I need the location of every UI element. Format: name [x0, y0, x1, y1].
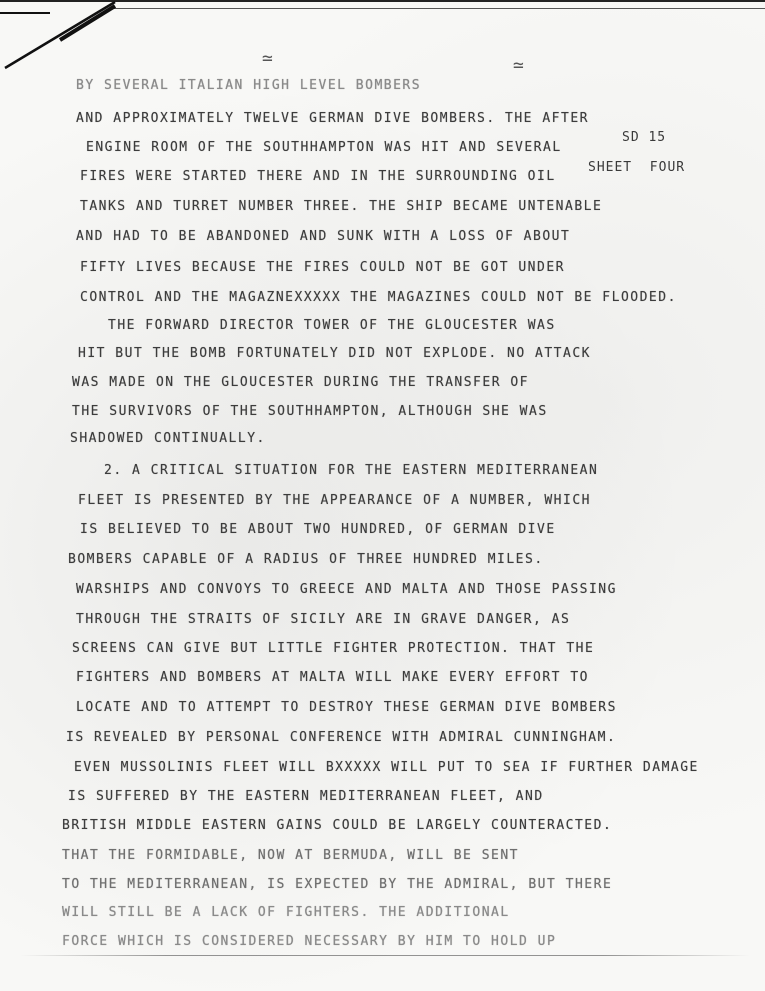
- sheet-header: [588, 123, 685, 183]
- text-line: CONTROL AND THE MAGAZNEXXXXX THE MAGAZINES COULD NOT BE FLOODED.: [80, 290, 677, 305]
- text-line: THROUGH THE STRAITS OF SICILY ARE IN GRAVE DANGER, AS: [76, 612, 571, 627]
- text-line: FORCE WHICH IS CONSIDERED NECESSARY BY HIM TO HOLD UP: [62, 934, 557, 949]
- text-line: TO THE MEDITERRANEAN, IS EXPECTED BY THE ADMIRAL, BUT THERE: [62, 877, 613, 892]
- text-line: IS SUFFERED BY THE EASTERN MEDITERRANEAN FLEET, AND: [68, 789, 544, 804]
- text-line: FIGHTERS AND BOMBERS AT MALTA WILL MAKE EVERY EFFORT TO: [76, 670, 589, 685]
- text-line: WAS MADE ON THE GLOUCESTER DURING THE TRANSFER OF: [72, 375, 530, 390]
- text-line: IS BELIEVED TO BE ABOUT TWO HUNDRED, OF GERMAN DIVE: [80, 522, 556, 537]
- text-line: TANKS AND TURRET NUMBER THREE. THE SHIP BECAME UNTENABLE: [80, 199, 603, 214]
- text-line: AND HAD TO BE ABANDONED AND SUNK WITH A LOSS OF ABOUT: [76, 229, 571, 244]
- text-line: FLEET IS PRESENTED BY THE APPEARANCE OF A NUMBER, WHICH: [78, 493, 591, 508]
- bottom-edge-line: [20, 955, 750, 956]
- staple-mark-right: ≃: [513, 55, 524, 76]
- text-line: WILL STILL BE A LACK OF FIGHTERS. THE ADDITIONAL: [62, 905, 510, 920]
- text-line: WARSHIPS AND CONVOYS TO GREECE AND MALTA AND THOSE PASSING: [76, 582, 617, 597]
- text-line: SHADOWED CONTINUALLY.: [70, 431, 266, 446]
- text-line: BRITISH MIDDLE EASTERN GAINS COULD BE LARGELY COUNTERACTED.: [62, 818, 613, 833]
- text-line: FIRES WERE STARTED THERE AND IN THE SURROUNDING OIL: [80, 169, 556, 184]
- text-line: 2. A CRITICAL SITUATION FOR THE EASTERN MEDITERRANEAN: [104, 463, 599, 478]
- reference-number: SD 15: [622, 130, 667, 145]
- text-line: FIFTY LIVES BECAUSE THE FIRES COULD NOT BE GOT UNDER: [80, 260, 565, 275]
- top-rule-line: [110, 8, 765, 9]
- text-line: BOMBERS CAPABLE OF A RADIUS OF THREE HUNDRED MILES.: [68, 552, 544, 567]
- staple-mark-left: ≃: [262, 48, 273, 69]
- text-line: LOCATE AND TO ATTEMPT TO DESTROY THESE GERMAN DIVE BOMBERS: [76, 700, 617, 715]
- text-line: THAT THE FORMIDABLE, NOW AT BERMUDA, WILL BE SENT: [62, 848, 520, 863]
- text-line: EVEN MUSSOLINIS FLEET WILL BXXXXX WILL PUT TO SEA IF FURTHER DAMAGE: [74, 760, 699, 775]
- text-line: AND APPROXIMATELY TWELVE GERMAN DIVE BOMBERS. THE AFTER: [76, 111, 589, 126]
- sheet-label: SHEET FOUR: [588, 160, 686, 175]
- text-line: THE FORWARD DIRECTOR TOWER OF THE GLOUCESTER WAS: [108, 318, 556, 333]
- text-line: THE SURVIVORS OF THE SOUTHHAMPTON, ALTHOUGH SHE WAS: [72, 404, 548, 419]
- corner-fold-mark: [0, 0, 120, 70]
- text-line: ENGINE ROOM OF THE SOUTHHAMPTON WAS HIT AND SEVERAL: [86, 140, 562, 155]
- text-line: SCREENS CAN GIVE BUT LITTLE FIGHTER PROTECTION. THAT THE: [72, 641, 595, 656]
- text-line: BY SEVERAL ITALIAN HIGH LEVEL BOMBERS: [76, 78, 422, 93]
- text-line: HIT BUT THE BOMB FORTUNATELY DID NOT EXPLODE. NO ATTACK: [78, 346, 591, 361]
- text-line: IS REVEALED BY PERSONAL CONFERENCE WITH ADMIRAL CUNNINGHAM.: [66, 730, 617, 745]
